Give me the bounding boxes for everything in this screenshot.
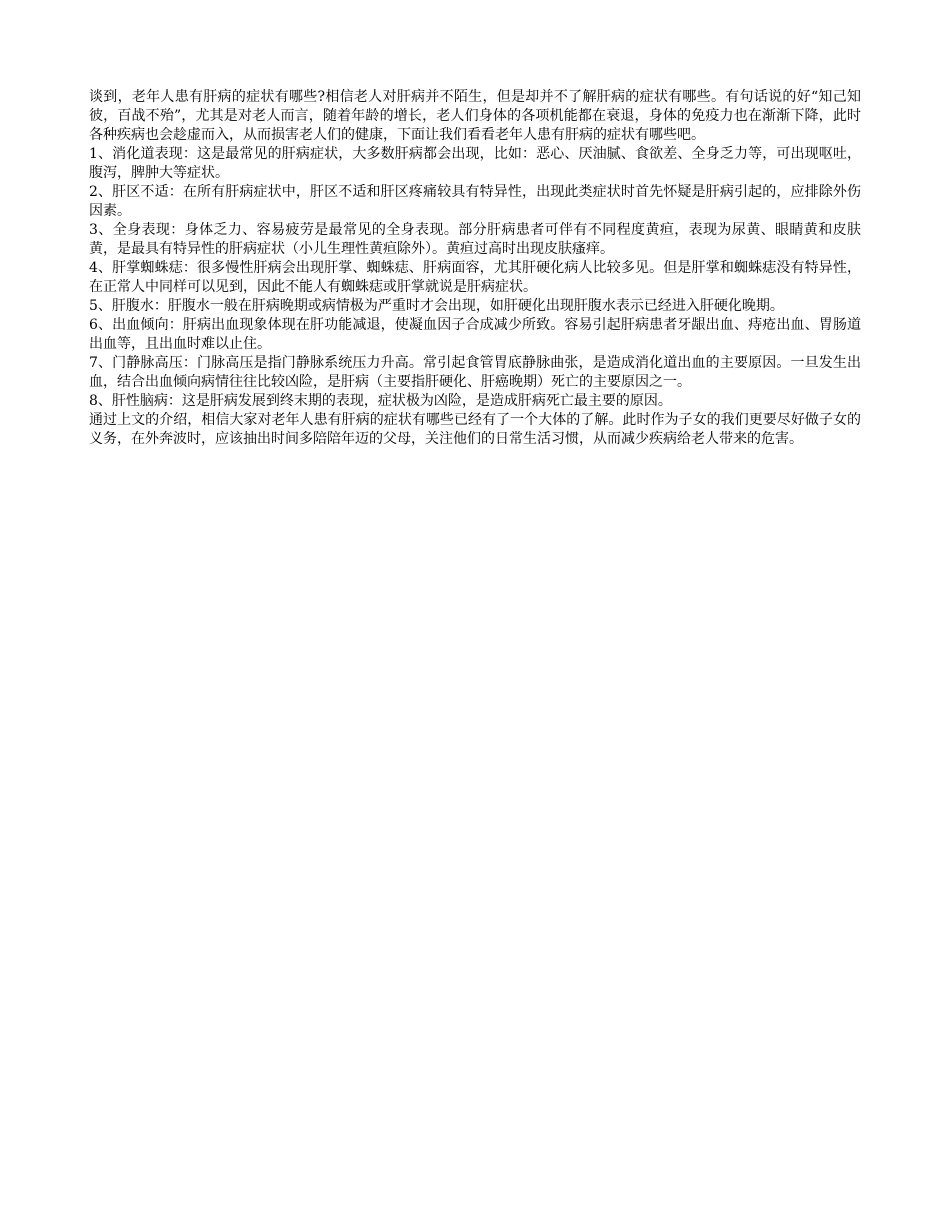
symptom-palmar-spider-paragraph: 4、肝掌蜘蛛痣：很多慢性肝病会出现肝掌、蜘蛛痣、肝病面容，尤其肝硬化病人比较多见。但是肝掌和蜘蛛痣没有特异性，在正常人中同样可以见到，因此不能人有蜘蛛痣或肝掌就说是肝病症状。 [89, 260, 861, 295]
intro-paragraph: 谈到，老年人患有肝病的症状有哪些?相信老人对肝病并不陌生，但是却并不了解肝病的症状有哪些。有句话说的好“知己知彼，百战不殆”，尤其是对老人而言，随着年龄的增长，老人们身体的各项机能都在衰退，身体的免疫力也在渐渐下降，此时各种疾病也会趁虚而入，从而损害老人们的健康，下面让我们看看老年人患有肝病的症状有哪些吧。 [89, 89, 861, 143]
symptom-bleeding-paragraph: 6、出血倾向：肝病出血现象体现在肝功能减退，使凝血因子合成减少所致。容易引起肝病患者牙龈出血、痔疮出血、胃肠道出血等，且出血时难以止住。 [89, 317, 861, 352]
symptom-systemic-paragraph: 3、全身表现：身体乏力、容易疲劳是最常见的全身表现。部分肝病患者可伴有不同程度黄疸，表现为尿黄、眼睛黄和皮肤黄，是最具有特异性的肝病症状（小儿生理性黄疸除外）。黄疸过高时出现皮肤瘙痒。 [89, 222, 861, 257]
symptom-digestive-paragraph: 1、消化道表现：这是最常见的肝病症状，大多数肝病都会出现，比如：恶心、厌油腻、食欲差、全身乏力等，可出现呕吐，腹泻，脾肿大等症状。 [89, 146, 861, 181]
conclusion-paragraph: 通过上文的介绍，相信大家对老年人患有肝病的症状有哪些已经有了一个大体的了解。此时作为子女的我们更要尽好做子女的义务，在外奔波时，应该抽出时间多陪陪年迈的父母，关注他们的日常生活习惯，从而减少疾病给老人带来的危害。 [89, 412, 861, 447]
symptom-liver-area-paragraph: 2、肝区不适：在所有肝病症状中，肝区不适和肝区疼痛较具有特异性，出现此类症状时首先怀疑是肝病引起的，应排除外伤因素。 [89, 184, 861, 219]
symptom-portal-hypertension-paragraph: 7、门静脉高压：门脉高压是指门静脉系统压力升高。常引起食管胃底静脉曲张，是造成消化道出血的主要原因。一旦发生出血，结合出血倾向病情往往比较凶险，是肝病（主要指肝硬化、肝癌晚期）死亡的主要原因之一。 [89, 355, 861, 390]
document-page [89, 88, 861, 449]
symptom-hepatic-encephalopathy-paragraph: 8、肝性脑病：这是肝病发展到终末期的表现，症状极为凶险，是造成肝病死亡最主要的原因。 [89, 393, 672, 409]
symptom-ascites-paragraph: 5、肝腹水：肝腹水一般在肝病晚期或病情极为严重时才会出现，如肝硬化出现肝腹水表示已经进入肝硬化晚期。 [89, 298, 784, 314]
